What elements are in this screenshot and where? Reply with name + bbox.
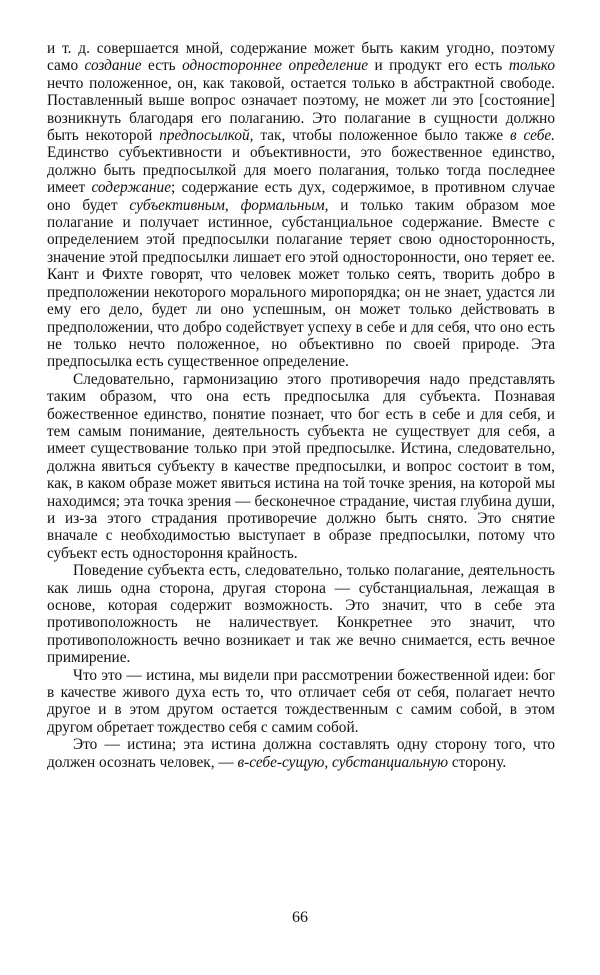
text-run: и только таким образом мое полагание и получает истинное, субстанциальное содержание. Вместе с определением этой предпосылки полагание теряет свою односторонность, значение этой предпосылки лишает его этой односторонности, оно теряет ее. Кант и Фихте говорят, что человек может только сеять, творить добро в предположении некоторого морального миропорядка; он не знает, удастся ли ему его дело, будет ли оно успешным, он может только действовать в предположении, что добро содействует успеху в себе и для себя, что оно есть не только нечто положенное, но объективно по своей природе. Эта предпосылка есть существенное определение. <box>47 196 555 371</box>
text-run-italic: только <box>508 57 555 75</box>
text-run: Поведение субъекта есть, следовательно, только полагание, деятельность как лишь одна сторона, другая сторона — субстанциальная, лежащая в основе, которая содержит возможность. Это значит, что в себе эта противоположность не наличествует. Конкретнее это значит, что противоположность вечно возникает и так же вечно снимается, есть вечное примирение. <box>47 562 555 667</box>
text-run: и т. д. совершается мной, содержание может быть каким угодно, поэтому само <box>47 40 555 75</box>
text-run: так, чтобы положенное было также <box>253 127 510 145</box>
text-run: есть <box>141 57 183 75</box>
paragraph-5 <box>47 736 555 771</box>
text-run: сторону. <box>448 753 507 771</box>
text-run-italic: в-себе-сущую, субстанциальную <box>237 753 448 771</box>
text-run: и продукт его есть <box>368 57 509 75</box>
text-run-italic: одностороннее определение <box>182 57 369 75</box>
text-run-italic: содержание <box>91 179 171 197</box>
text-run: Что это — истина, мы видели при рассмотрении божественной идеи: бог в качестве живого духа есть то, что отличает себя от себя, полагает нечто другое и в этом другом остается тождественным с самим собой, в этом другом обретает тождество себя с самим собой. <box>47 666 555 736</box>
text-run: Это — истина; эта истина должна составлять одну сторону того, что должен осознать человек, — <box>47 736 555 771</box>
paragraph-2 <box>47 371 555 562</box>
text-run-italic: в себе. <box>509 127 556 145</box>
paragraph-3 <box>47 562 555 666</box>
paragraph-4 <box>47 667 555 737</box>
text-run-italic: субъективным, формальным, <box>129 196 329 214</box>
text-run-italic: предпосылкой, <box>159 127 254 145</box>
page-number: 66 <box>292 909 308 926</box>
text-run: Следовательно, гармонизацию этого противоречия надо представлять таким образом, что она есть предпосылка для субъекта. Познавая божественное единство, понятие познает, что бог есть в себе и для себя, и тем самым понимание, деятельность субъекта не существует для себя, а имеет существование только при этой предпосылке. Истина, следовательно, должна явиться субъекту в качестве предпосылки, и вопрос состоит в том, как, в каком образе может явиться истина на той точке зрения, на которой мы находимся; эта точка зрения — бесконечное страдание, чистая глубина души, и из-за этого страдания противоречие должно быть снято. Это снятие вначале с необходимостью выступает в образе предпосылки, потому что субъект есть одностороння крайность. <box>47 370 555 562</box>
text-run: ; содержание есть дух, содержимое, в противном случае оно будет <box>47 179 555 214</box>
paragraph-1 <box>47 40 555 371</box>
text-run: нечто положенное, он, как таковой, остается только в абстрактной свободе. Поставленный выше вопрос означает поэтому, не может ли это [состояние] возникнуть благодаря его полаганию. Это полагание в сущности должно быть некоторой <box>47 74 555 145</box>
page-text <box>47 40 555 771</box>
text-run: Единство субъективности и объективности, это божественное единство, должно быть предпосылкой для моего полагания, только тогда последнее имеет <box>47 144 555 197</box>
text-run-italic: создание <box>84 57 142 75</box>
